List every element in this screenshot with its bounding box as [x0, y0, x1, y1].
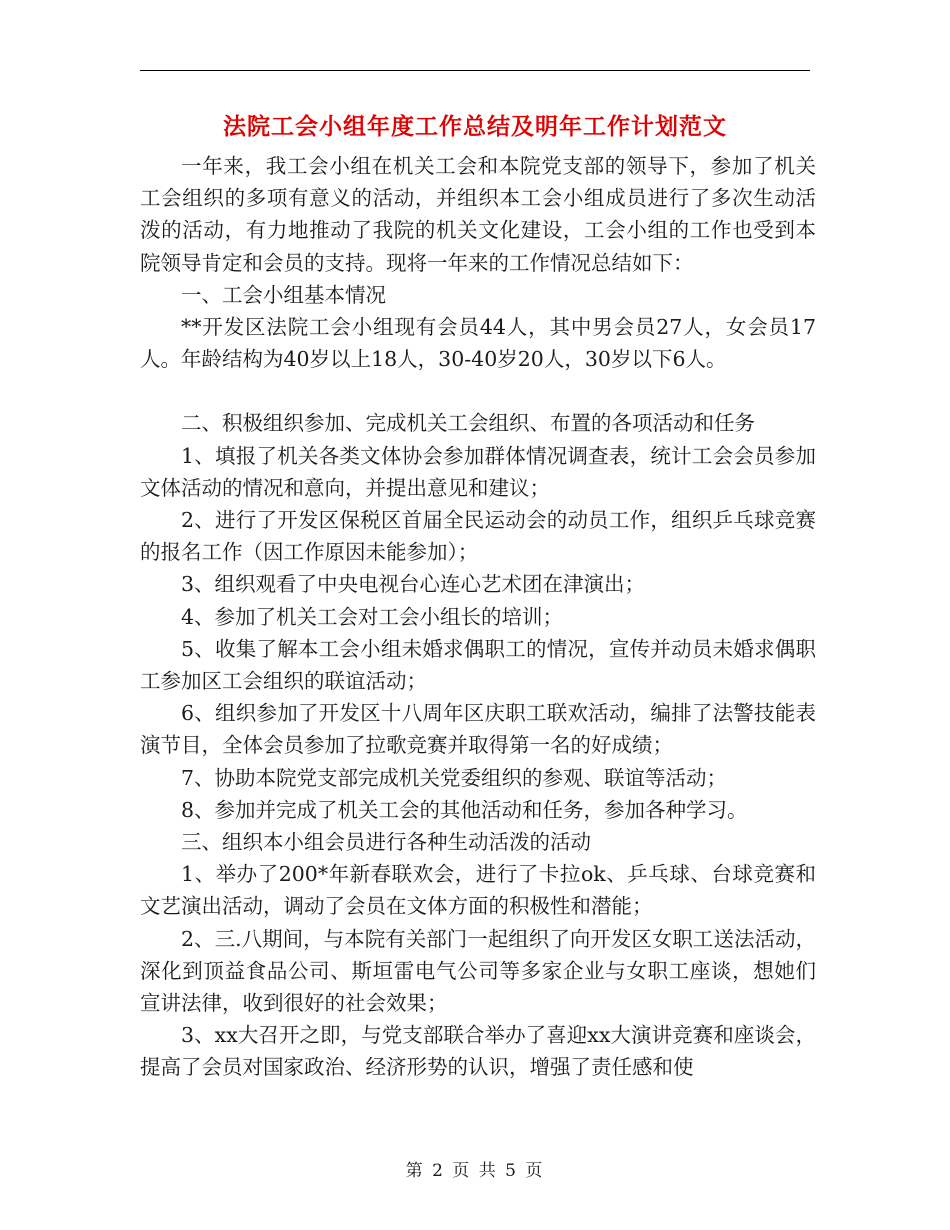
list-item: 6、组织参加了开发区十八周年区庆职工联欢活动，编排了法警技能表演节目，全体会员参加了拉歌竞赛并取得第一名的好成绩；: [140, 701, 816, 758]
header-rule: [140, 70, 810, 71]
paragraph-intro: 一年来，我工会小组在机关工会和本院党支部的领导下，参加了机关工会组织的多项有意义的活动，并组织本工会小组成员进行了多次生动活泼的活动，有力地推动了我院的机关文化建设，工会小组的工作也受到本院领导肯定和会员的支持。现将一年来的工作情况总结如下：: [140, 154, 816, 275]
section-heading-2: 二、积极组织参加、完成机关工会组织、布置的各项活动和任务: [181, 411, 755, 436]
document-title: 法院工会小组年度工作总结及明年工作计划范文: [223, 113, 727, 140]
paragraph-members: **开发区法院工会小组现有会员44人，其中男会员27人，女会员17人。年龄结构为40岁以上18人，30-40岁20人，30岁以下6人。: [140, 315, 816, 372]
list-item: 7、协助本院党支部完成机关党委组织的参观、联谊等活动；: [181, 765, 728, 790]
section-heading-3: 三、组织本小组会员进行各种生动活泼的活动: [181, 830, 591, 855]
list-item: 3、组织观看了中央电视台心连心艺术团在津演出；: [181, 572, 646, 597]
list-item: 1、举办了200*年新春联欢会，进行了卡拉ok、乒乓球、台球竞赛和文艺演出活动，调动了会员在文体方面的积极性和潜能；: [140, 862, 816, 919]
list-item: 4、参加了机关工会对工会小组长的培训；: [181, 604, 564, 629]
section-heading-1: 一、工会小组基本情况: [181, 282, 386, 307]
document-body: [140, 150, 816, 1084]
list-item: 3、xx大召开之即，与党支部联合举办了喜迎xx大演讲竞赛和座谈会，提高了会员对国家政治、经济形势的认识，增强了责任感和使: [140, 1023, 816, 1080]
list-item: 5、收集了解本工会小组未婚求偶职工的情况，宣传并动员未婚求偶职工参加区工会组织的联谊活动；: [140, 636, 816, 694]
list-item: 1、填报了机关各类文体协会参加群体情况调查表，统计工会会员参加文体活动的情况和意向，并提出意见和建议；: [140, 443, 816, 500]
list-item: 8、参加并完成了机关工会的其他活动和任务，参加各种学习。: [181, 797, 748, 822]
list-item: 2、进行了开发区保税区首届全民运动会的动员工作，组织乒乓球竞赛的报名工作（因工作原因未能参加）；: [140, 508, 816, 565]
page-number-footer: 第 2 页 共 5 页: [405, 1161, 545, 1181]
list-item: 2、三.八期间，与本院有关部门一起组织了向开发区女职工送法活动，深化到顶益食品公司、斯垣雷电气公司等多家企业与女职工座谈，想她们宣讲法律，收到很好的社会效果；: [140, 926, 816, 1016]
